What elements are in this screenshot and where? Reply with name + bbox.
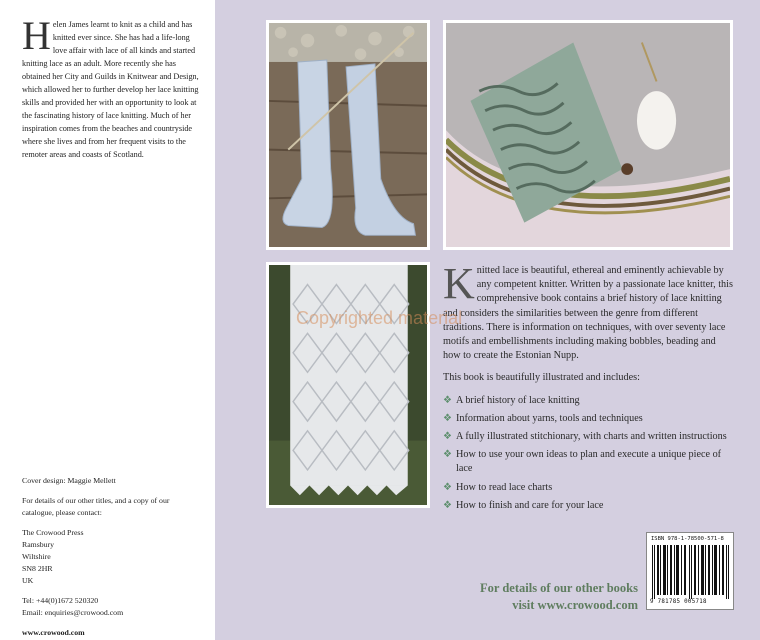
diamond-bullet-icon: ❖ xyxy=(443,499,452,511)
cover-design-credit: Cover design: Maggie Mellett xyxy=(22,476,116,485)
diamond-bullet-icon: ❖ xyxy=(443,431,452,443)
barcode-digits: 9 781785 005718 xyxy=(650,599,707,605)
feature-text: Information about yarns, tools and techniques xyxy=(456,412,643,424)
blurb-text: nitted lace is beautiful, ethereal and eminently achievable by any competent knitter. Written by a passionate lace knitter, this comprehensive book contains a brief history of lace knitting and considers the similarities between the genre from different traditions. There is information on techniques, with over seventy lace motifs and embellishments including making bobbles, beading and how to create the Estonian Nupp. xyxy=(443,265,733,362)
diamond-bullet-icon: ❖ xyxy=(443,394,452,406)
email: Email: enquiries@crowood.com xyxy=(22,608,124,617)
footer-line-1: For details of our other books xyxy=(480,581,638,595)
photo-lace-stole xyxy=(266,262,430,508)
telephone: Tel: +44(0)1672 520320 xyxy=(22,596,99,605)
list-item xyxy=(443,448,735,476)
diamond-bullet-icon: ❖ xyxy=(443,449,452,461)
book-blurb xyxy=(443,259,735,517)
list-item xyxy=(443,499,735,513)
photo-lace-socks xyxy=(266,20,430,250)
isbn-barcode xyxy=(646,532,734,610)
feature-text: A fully illustrated stitchionary, with charts and written instructions xyxy=(456,431,727,443)
publisher-credits xyxy=(22,475,202,639)
isbn-label: ISBN 978-1-78500-571-8 xyxy=(651,536,724,542)
features-lead: This book is beautifully illustrated and includes: xyxy=(443,372,640,384)
photo-lace-cushion-shawl xyxy=(443,20,733,250)
footer-call-to-action xyxy=(420,580,638,614)
footer-website-link[interactable]: visit www.crowood.com xyxy=(512,598,638,612)
feature-text: How to read lace charts xyxy=(456,481,553,493)
copyright-watermark: Copyrighted material xyxy=(296,308,463,328)
feature-text: How to finish and care for your lace xyxy=(456,499,604,511)
author-bio xyxy=(22,13,200,161)
website-link[interactable]: www.crowood.com xyxy=(22,628,85,637)
bio-drop-cap: H xyxy=(22,13,51,58)
diamond-bullet-icon: ❖ xyxy=(443,412,452,424)
list-item xyxy=(443,412,735,426)
feature-text: How to use your own ideas to plan and execute a unique piece of lace xyxy=(456,449,722,475)
address-line: Wiltshire xyxy=(22,552,51,561)
left-panel xyxy=(0,0,215,640)
barcode-bars xyxy=(651,545,731,599)
list-item xyxy=(443,430,735,444)
address-line: Ramsbury xyxy=(22,540,55,549)
list-item xyxy=(443,481,735,495)
feature-text: A brief history of lace knitting xyxy=(456,394,580,406)
address-line: The Crowood Press xyxy=(22,528,84,537)
blurb-drop-cap: K xyxy=(443,259,475,308)
address-line: UK xyxy=(22,576,34,585)
feature-list xyxy=(443,394,735,513)
diamond-bullet-icon: ❖ xyxy=(443,481,452,493)
bio-text: elen James learnt to knit as a child and has knitted ever since. She has had a life-long love affair with lace of all kinds and started knitting lace as an adult. More recently she has obtained her City and Guilds in Knitwear and Design, which allowed her to further develop her lace knitting skills and provided her with an opportunity to look at the fascinating history of lace knitting. Much of her inspiration comes from the beaches and countryside where she lives and from her frequent visits to the remoter areas and coasts of Scotland. xyxy=(22,20,199,159)
contact-intro: For details of our other titles, and a copy of our catalogue, please contact: xyxy=(22,496,170,517)
address-line: SN8 2HR xyxy=(22,564,53,573)
list-item xyxy=(443,394,735,408)
